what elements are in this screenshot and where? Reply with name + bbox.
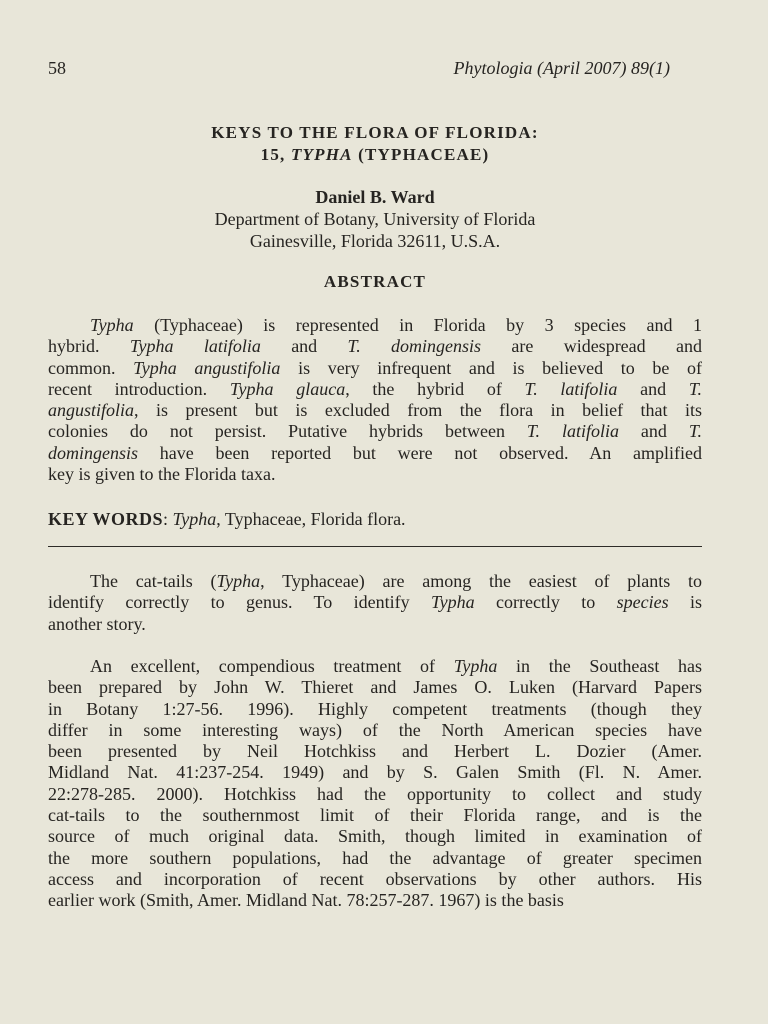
text-run: the more southern populations, had the advantage of greater specimen (48, 847, 702, 868)
text-run: , is present but is excluded from the flora in belief that its (134, 400, 702, 421)
text-run: is (668, 592, 702, 613)
text-run: access and incorporation of recent observations by other authors. His (48, 868, 702, 889)
title-genus: TYPHA (290, 145, 353, 164)
text-run: identify correctly to genus. To identify (48, 592, 431, 613)
text-line (48, 571, 702, 592)
text-line (48, 379, 702, 400)
page-number: 58 (48, 58, 66, 78)
abstract-heading: ABSTRACT (323, 272, 427, 291)
title-family: (TYPHACEAE) (358, 145, 490, 164)
text-line (48, 400, 702, 421)
italic-term: T. (688, 421, 702, 442)
text-run: in the Southeast has (497, 656, 702, 676)
text-run: recent introduction. (48, 378, 230, 399)
title-line-1: KEYS TO THE FLORA OF FLORIDA: (211, 123, 539, 142)
text-line (48, 336, 702, 357)
section-divider (48, 546, 702, 547)
text-run: , Typhaceae) are among the easiest of plants to (260, 571, 702, 591)
italic-term: Typha (453, 656, 498, 676)
text-run: and (617, 378, 689, 399)
text-run: cat-tails to the southernmost limit of their Florida range, and is the (48, 805, 702, 826)
text-line (48, 848, 702, 869)
italic-term: T. latifolia (526, 421, 619, 442)
text-run: source of much original data. Smith, though limited in examination of (48, 826, 702, 847)
text-run: , the hybrid of (345, 378, 525, 399)
italic-term: Typha (430, 592, 475, 613)
keyword-genus: Typha (172, 509, 217, 529)
italic-term: Typha (90, 315, 134, 335)
text-run: been presented by Neil Hotchkiss and Herbert L. Dozier (Amer. (48, 741, 702, 762)
text-run: Midland Nat. 41:237-254. 1949) and by S. Galen Smith (Fl. N. Amer. (48, 762, 702, 783)
text-run: another story. (48, 613, 146, 634)
text-line (48, 421, 702, 442)
text-run: The cat-tails ( (90, 571, 217, 591)
italic-term: angustifolia (48, 400, 135, 421)
text-line (48, 805, 702, 826)
journal-citation: Phytologia (April 2007) 89(1) (453, 58, 670, 78)
text-line (48, 784, 702, 805)
text-run: 22:278-285. 2000). Hotchkiss had the opportunity to collect and study (48, 783, 702, 804)
text-line (48, 741, 702, 762)
text-run: earlier work (Smith, Amer. Midland Nat. 78:257-287. 1967) is the basis (48, 890, 564, 911)
text-run: hybrid. (48, 336, 130, 357)
author-address: Gainesville, Florida 32611, U.S.A. (249, 231, 501, 251)
title-line-2 (0, 144, 750, 166)
running-head (48, 58, 670, 79)
body-paragraph-2 (48, 656, 702, 912)
text-run: An excellent, compendious treatment of (90, 656, 454, 676)
italic-term: Typha angustifolia (133, 357, 281, 378)
text-run: colonies do not persist. Putative hybrids between (48, 421, 527, 442)
text-line (48, 869, 702, 890)
body-paragraph-1 (48, 571, 702, 635)
text-line (48, 656, 702, 677)
keywords (48, 509, 702, 530)
keywords-list: , Typhaceae, Florida flora. (216, 509, 406, 529)
italic-term: Typha (216, 571, 261, 591)
text-line (48, 720, 702, 741)
text-line (48, 443, 702, 464)
author-name: Daniel B. Ward (315, 187, 435, 207)
text-line (48, 890, 702, 911)
text-run: and (618, 421, 689, 442)
text-run: are widespread and (481, 336, 702, 357)
abstract-text (48, 315, 702, 485)
text-line (48, 315, 702, 336)
italic-term: Typha glauca (229, 378, 346, 399)
italic-term: T. (688, 378, 702, 399)
text-line (48, 699, 702, 720)
text-line (48, 614, 702, 635)
text-run: and (260, 336, 348, 357)
author-department: Department of Botany, University of Florida (214, 209, 536, 229)
keywords-label: KEY WORDS (48, 509, 164, 529)
text-run: differ in some interesting ways) of the North American species have (48, 719, 702, 740)
text-line (48, 762, 702, 783)
paper-title (0, 122, 750, 166)
text-run: been prepared by John W. Thieret and James O. Luken (Harvard Papers (48, 677, 702, 698)
author-block (0, 186, 750, 252)
text-line (48, 592, 702, 613)
italic-term: T. latifolia (524, 378, 618, 399)
text-run: key is given to the Florida taxa. (48, 464, 276, 485)
title-number: 15, (260, 145, 286, 164)
text-line (48, 826, 702, 847)
text-run: common. (48, 357, 134, 378)
text-run: in Botany 1:27-56. 1996). Highly competent treatments (though they (48, 698, 702, 719)
keywords-separator: : (163, 509, 173, 529)
italic-term: domingensis (48, 442, 138, 463)
text-line (48, 358, 702, 379)
italic-term: Typha latifolia (129, 336, 261, 357)
text-line (48, 677, 702, 698)
text-run: correctly to (474, 592, 617, 613)
text-run: is very infrequent and is believed to be of (280, 357, 702, 378)
text-line (48, 464, 702, 485)
italic-term: T. domingensis (347, 336, 482, 357)
text-run: have been reported but were not observed. An amplified (138, 442, 702, 463)
italic-term: species (616, 592, 669, 613)
text-run: (Typhaceae) is represented in Florida by 3 species and 1 (133, 315, 702, 335)
